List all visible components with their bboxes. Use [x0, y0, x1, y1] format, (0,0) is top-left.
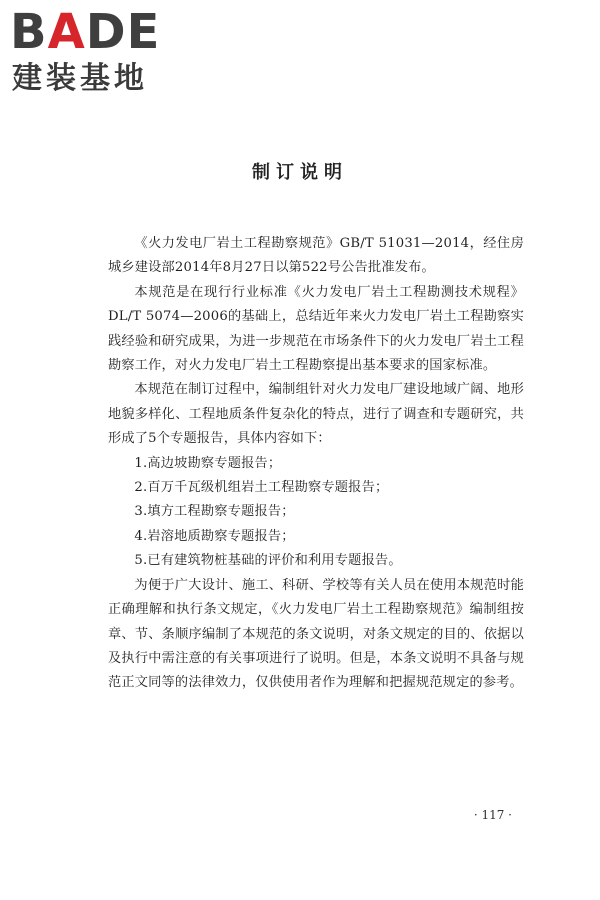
logo-letters-de: DE: [85, 4, 161, 60]
paragraph-closing: 为便于广大设计、施工、科研、学校等有关人员在使用本规范时能正确理解和执行条文规定，《火力发电厂岩土工程勘察规范》编制组按章、节、条顺序编制了本规范的条文说明，对条文规定的目的、依据以及执行中需注意的有关事项进行了说明。但是，本条文说明不具备与规范正文同等的法律效力，仅供使用者作为理解和把握规范规定的参考。: [108, 577, 524, 691]
list-item: 5.已有建筑物桩基础的评价和利用专题报告。: [134, 553, 402, 569]
paragraph-1: 《火力发电厂岩土工程勘察规范》GB/T 51031—2014，经住房城乡建设部2014年8月27日以第522号公告批准发布。: [108, 236, 524, 276]
page-number: · 117 ·: [473, 808, 512, 822]
paragraph-2: 本规范是在现行行业标准《火力发电厂岩土工程勘测技术规程》DL/T 5074—2006的基础上，总结近年来火力发电厂岩土工程勘察实践经验和研究成果，为进一步规范在市场条件下的火力发电厂岩土工程勘察工作，对火力发电厂岩土工程勘察提出基本要求的国家标准。: [108, 284, 524, 374]
list-item: 1.高边坡勘察专题报告；: [134, 455, 282, 471]
page-title: 制订说明: [252, 162, 348, 183]
list-item: 3.填方工程勘察专题报告；: [134, 504, 295, 520]
list-item: 2.百万千瓦级机组岩土工程勘察专题报告；: [134, 480, 389, 496]
brand-logo: [10, 6, 180, 102]
document-body: [108, 232, 524, 696]
logo-wordmark: [10, 6, 160, 58]
logo-chinese-name: 建装基地: [12, 61, 148, 96]
paragraph-3: 本规范在制订过程中，编制组针对火力发电厂建设地域广阔、地形地貌多样化、工程地质条件复杂化的特点，进行了调查和专题研究，共形成了5个专题报告，具体内容如下：: [108, 382, 524, 447]
logo-letter-b: B: [10, 4, 48, 60]
logo-letter-a: A: [47, 4, 86, 60]
list-item: 4.岩溶地质勘察专题报告；: [134, 528, 295, 544]
